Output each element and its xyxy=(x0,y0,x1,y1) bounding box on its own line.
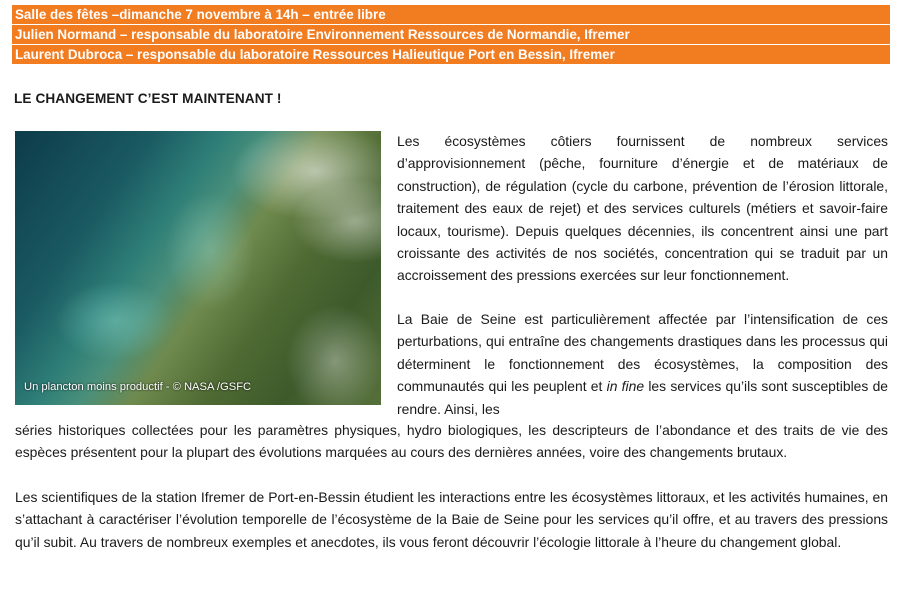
paragraph-text: Les scientifiques de la station Ifremer de Port-en-Bessin étudient les interactions entre les écosystèmes littoraux, et les activités humaines, en s’attachant à caractériser l’évolution temporelle de l’écosystème de la Baie de Seine pour les services qu’il offre, et au travers des pressions qu’il subit. Au travers de nombreux exemples et anecdotes, ils vous feront découvrir l’écologie littorale à l’heure du changement global. xyxy=(15,489,888,550)
satellite-photo xyxy=(15,131,381,405)
event-banner xyxy=(12,5,890,65)
italic-text: in fine xyxy=(606,378,645,395)
photo-caption: Un plancton moins productif - © NASA /GSFC xyxy=(24,381,252,393)
plankton-swirl xyxy=(55,281,175,361)
banner-line-speaker-2: Laurent Dubroca – responsable du laboratoire Ressources Halieutique Port en Bessin, Ifremer xyxy=(12,45,890,64)
page-title: LE CHANGEMENT C’EST MAINTENANT ! xyxy=(14,91,282,106)
paragraph-text: Les écosystèmes côtiers fournissent de nombreux services d’approvisionnement (pêche, fourniture d’énergie et de matériaux de construction), de régulation (cycle du carbone, prévention de l’érosion littorale, traitement des eaux de rejet) et des services culturels (métiers et savoir-faire locaux, tourisme). Depuis quelques décennies, ils concentrent ainsi une part croissante des activités de nos sociétés, concentration qui se traduit par un accroissement des pressions exercées sur leur fonctionnement. xyxy=(397,133,888,284)
paragraph-baie-de-seine xyxy=(397,308,888,420)
plankton-swirl xyxy=(165,191,255,311)
banner-line-date: Salle des fêtes –dimanche 7 novembre à 14h – entrée libre xyxy=(12,5,890,24)
paragraph-text: séries historiques collectées pour les paramètres physiques, hydro biologiques, les descripteurs de l’abondance et des traits de vie des espèces présentent pour la plupart des évolutions marquées au cours des dernières années, voire des changements brutaux. xyxy=(15,422,888,461)
paragraph-series xyxy=(15,419,888,464)
paragraph-ecosystems xyxy=(397,130,888,287)
paragraph-text: La Baie de Seine est particulièrement affectée par l’intensification de ces perturbations, qui entraîne des changements drastiques dans les processus qui déterminent le fonctionnement des écosystèmes, la composition des communautés qui les peuplent et xyxy=(397,311,888,395)
banner-line-speaker-1: Julien Normand – responsable du laboratoire Environnement Ressources de Normandie, Ifremer xyxy=(12,25,890,44)
paragraph-text: les services qu’ils sont susceptibles de rendre. Ainsi, les xyxy=(397,378,889,417)
paragraph-scientists xyxy=(15,486,888,553)
